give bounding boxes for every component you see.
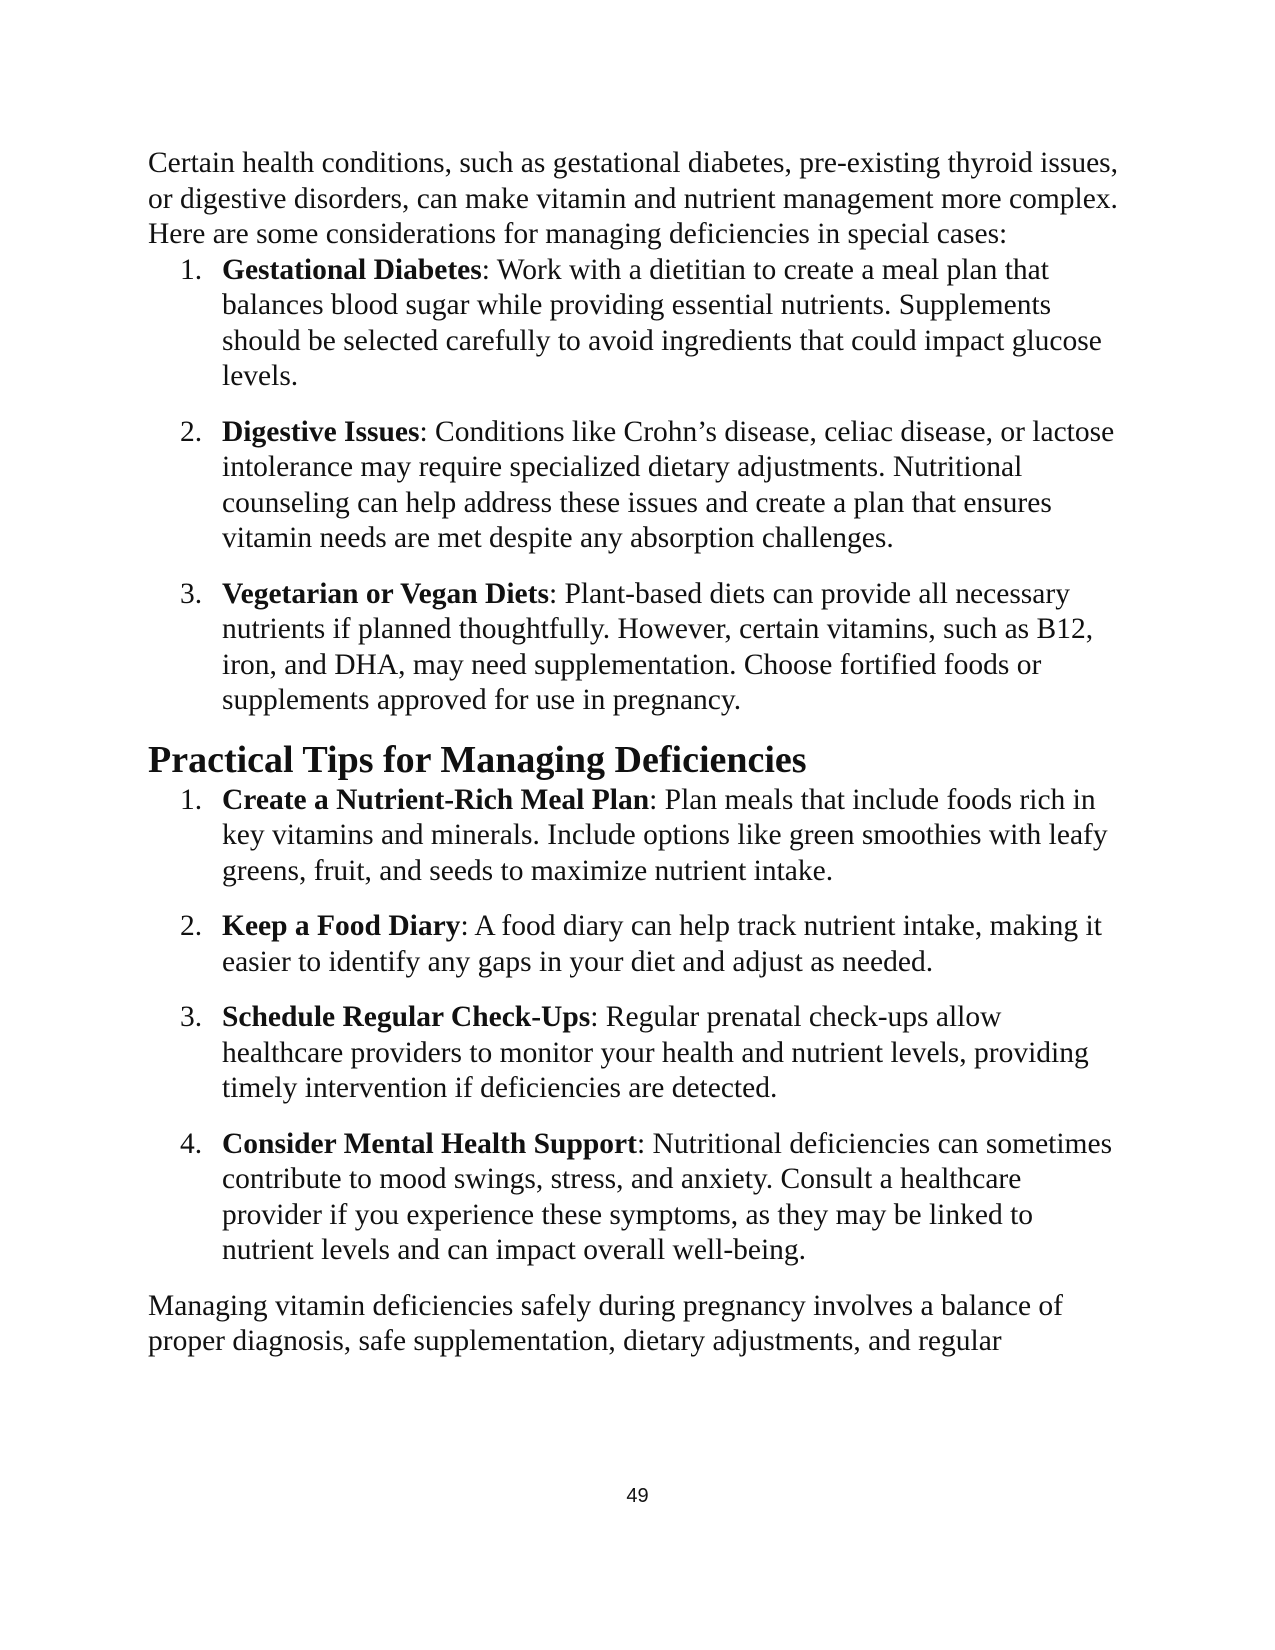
list-item xyxy=(148,909,1128,980)
list-item xyxy=(148,1000,1128,1107)
list-item-term: Consider Mental Health Support xyxy=(222,1127,637,1160)
list-item xyxy=(148,783,1128,890)
list-item-text: : Plant-based diets can provide all necessary nutrients if planned thoughtfully. However, certain vitamins, such as B12, iron, and DHA, may need supplementation. Choose fortified foods or supplements approved for use in pregnancy. xyxy=(222,577,1094,716)
list-item-text: : Conditions like Crohn’s disease, celiac disease, or lactose intolerance may require specialized dietary adjustments. Nutritional counseling can help address these issues and create a plan that ensures vitamin needs are met despite any absorption challenges. xyxy=(222,415,1115,554)
page-number: 49 xyxy=(626,1485,649,1507)
list-item-text: : Regular prenatal check-ups allow healthcare providers to monitor your health and nutrient levels, providing timely intervention if deficiencies are detected. xyxy=(222,1001,1089,1104)
tips-list xyxy=(148,783,1128,1269)
list-item-term: Gestational Diabetes xyxy=(222,253,482,286)
section-heading: Practical Tips for Managing Deficiencies xyxy=(148,738,807,781)
intro-paragraph: Certain health conditions, such as gestational diabetes, pre-existing thyroid issues, or digestive disorders, can make vitamin and nutrient management more complex. Here are some considerations for managing deficiencies in special cases: xyxy=(148,147,1119,250)
list-item-number: 3. xyxy=(180,1001,203,1033)
list-item-text: : Nutritional deficiencies can sometimes contribute to mood swings, stress, and anxiety. Consult a healthcare provider if you experience these symptoms, as they may be linked to nutrient levels and can impact overall well-being. xyxy=(222,1127,1113,1266)
page-content xyxy=(148,146,1128,1360)
closing-paragraph: Managing vitamin deficiencies safely during pregnancy involves a balance of proper diagnosis, safe supplementation, dietary adjustments, and regular xyxy=(148,1289,1063,1357)
list-item-term: Schedule Regular Check-Ups xyxy=(222,1001,591,1033)
list-item-number: 2. xyxy=(180,415,203,448)
list-item-number: 1. xyxy=(180,783,203,816)
list-item xyxy=(148,577,1128,719)
list-item xyxy=(148,253,1128,395)
list-item-number: 3. xyxy=(180,577,203,610)
list-item-text: : Work with a dietitian to create a meal plan that balances blood sugar while providing essential nutrients. Supplements should be selected carefully to avoid ingredients that could impact glucose levels. xyxy=(222,253,1102,392)
special-cases-list xyxy=(148,253,1128,719)
list-item-term: Create a Nutrient-Rich Meal Plan xyxy=(222,783,650,816)
list-item-number: 2. xyxy=(180,910,203,942)
list-item-number: 1. xyxy=(180,253,203,286)
list-item-text: : Plan meals that include foods rich in key vitamins and minerals. Include options like green smoothies with leafy greens, fruit, and seeds to maximize nutrient intake. xyxy=(222,783,1108,887)
list-item xyxy=(148,1127,1128,1269)
list-item-term: Vegetarian or Vegan Diets xyxy=(222,577,549,610)
list-item-term: Keep a Food Diary xyxy=(222,910,461,942)
list-item-text: : A food diary can help track nutrient intake, making it easier to identify any gaps in your diet and adjust as needed. xyxy=(222,910,1102,978)
list-item-term: Digestive Issues xyxy=(222,415,420,448)
list-item-number: 4. xyxy=(180,1127,203,1160)
list-item xyxy=(148,415,1128,557)
